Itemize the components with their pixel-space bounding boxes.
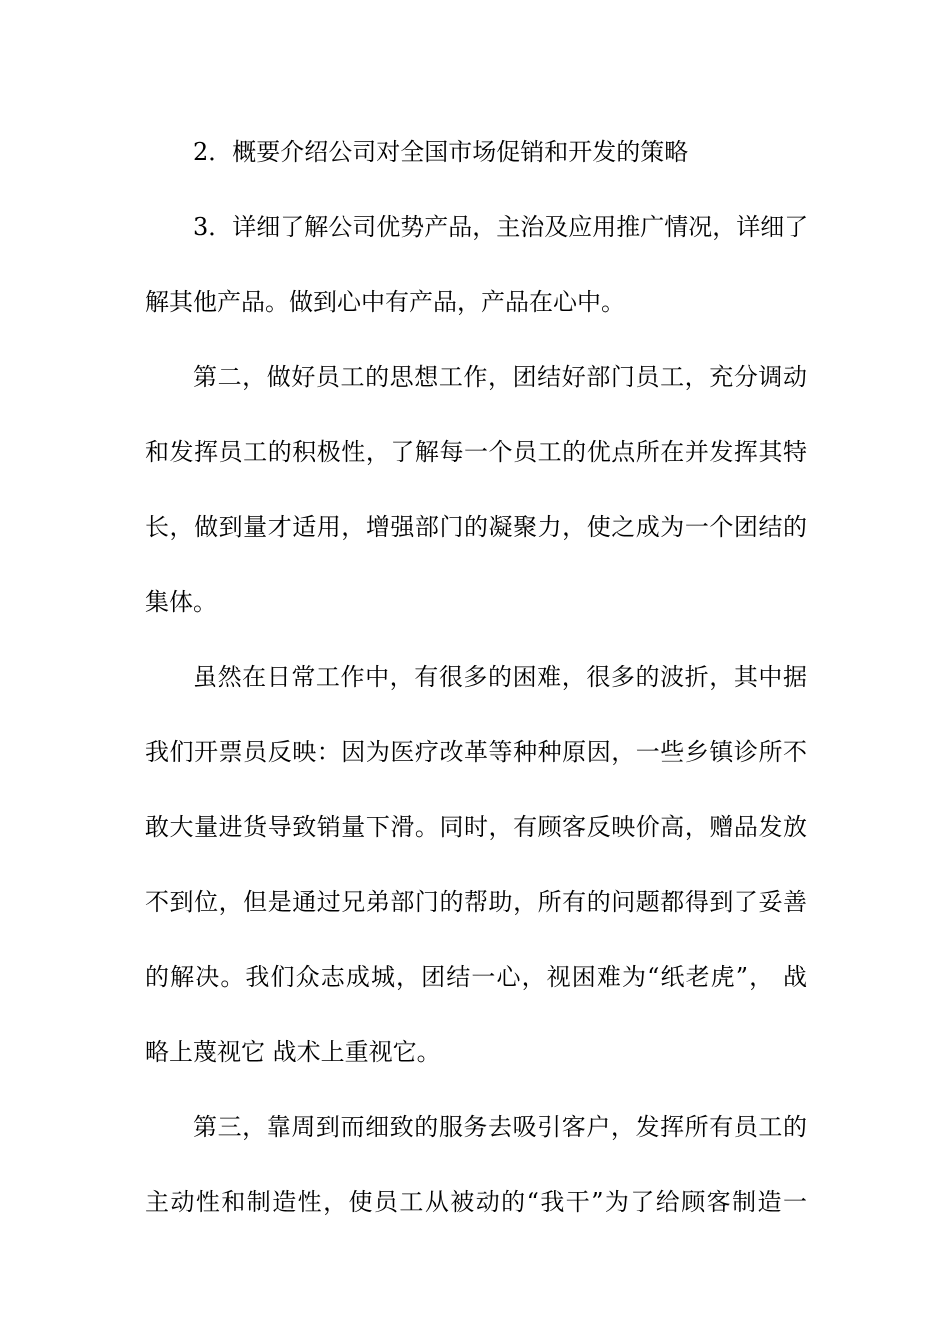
paragraph-2-line-2: 和发挥员工的积极性，了解每一个员工的优点所在并发挥其特 bbox=[145, 438, 807, 466]
paragraph-3-line-2: 我们开票员反映：因为医疗改革等种种原因，一些乡镇诊所不 bbox=[145, 738, 807, 766]
list-item-3-line-2: 解其他产品。做到心中有产品，产品在心中。 bbox=[145, 288, 625, 316]
paragraph-3-line-1: 虽然在日常工作中，有很多的困难，很多的波折，其中据 bbox=[193, 663, 807, 691]
list-item-3-line-1: 3．详细了解公司优势产品，主治及应用推广情况，详细了 bbox=[193, 213, 809, 241]
paragraph-3-line-6: 略上蔑视它 战术上重视它。 bbox=[145, 1038, 441, 1066]
list-item-2: 2．概要介绍公司对全国市场促销和开发的策略 bbox=[193, 138, 689, 166]
paragraph-4-line-2: 主动性和制造性，使员工从被动的“我干”为了给顾客制造一 bbox=[145, 1188, 807, 1216]
paragraph-2-line-1: 第二，做好员工的思想工作，团结好部门员工，充分调动 bbox=[193, 363, 807, 391]
paragraph-3-line-5: 的解决。我们众志成城，团结一心，视困难为“纸老虎”， 战 bbox=[145, 963, 807, 991]
paragraph-3-line-3: 敢大量进货导致销量下滑。同时，有顾客反映价高，赠品发放 bbox=[145, 813, 807, 841]
paragraph-3-line-4: 不到位，但是通过兄弟部门的帮助，所有的问题都得到了妥善 bbox=[145, 888, 807, 916]
paragraph-4-line-1: 第三，靠周到而细致的服务去吸引客户，发挥所有员工的 bbox=[193, 1113, 807, 1141]
paragraph-2-line-3: 长，做到量才适用，增强部门的凝聚力，使之成为一个团结的 bbox=[145, 513, 807, 541]
paragraph-2-line-4: 集体。 bbox=[145, 588, 217, 616]
